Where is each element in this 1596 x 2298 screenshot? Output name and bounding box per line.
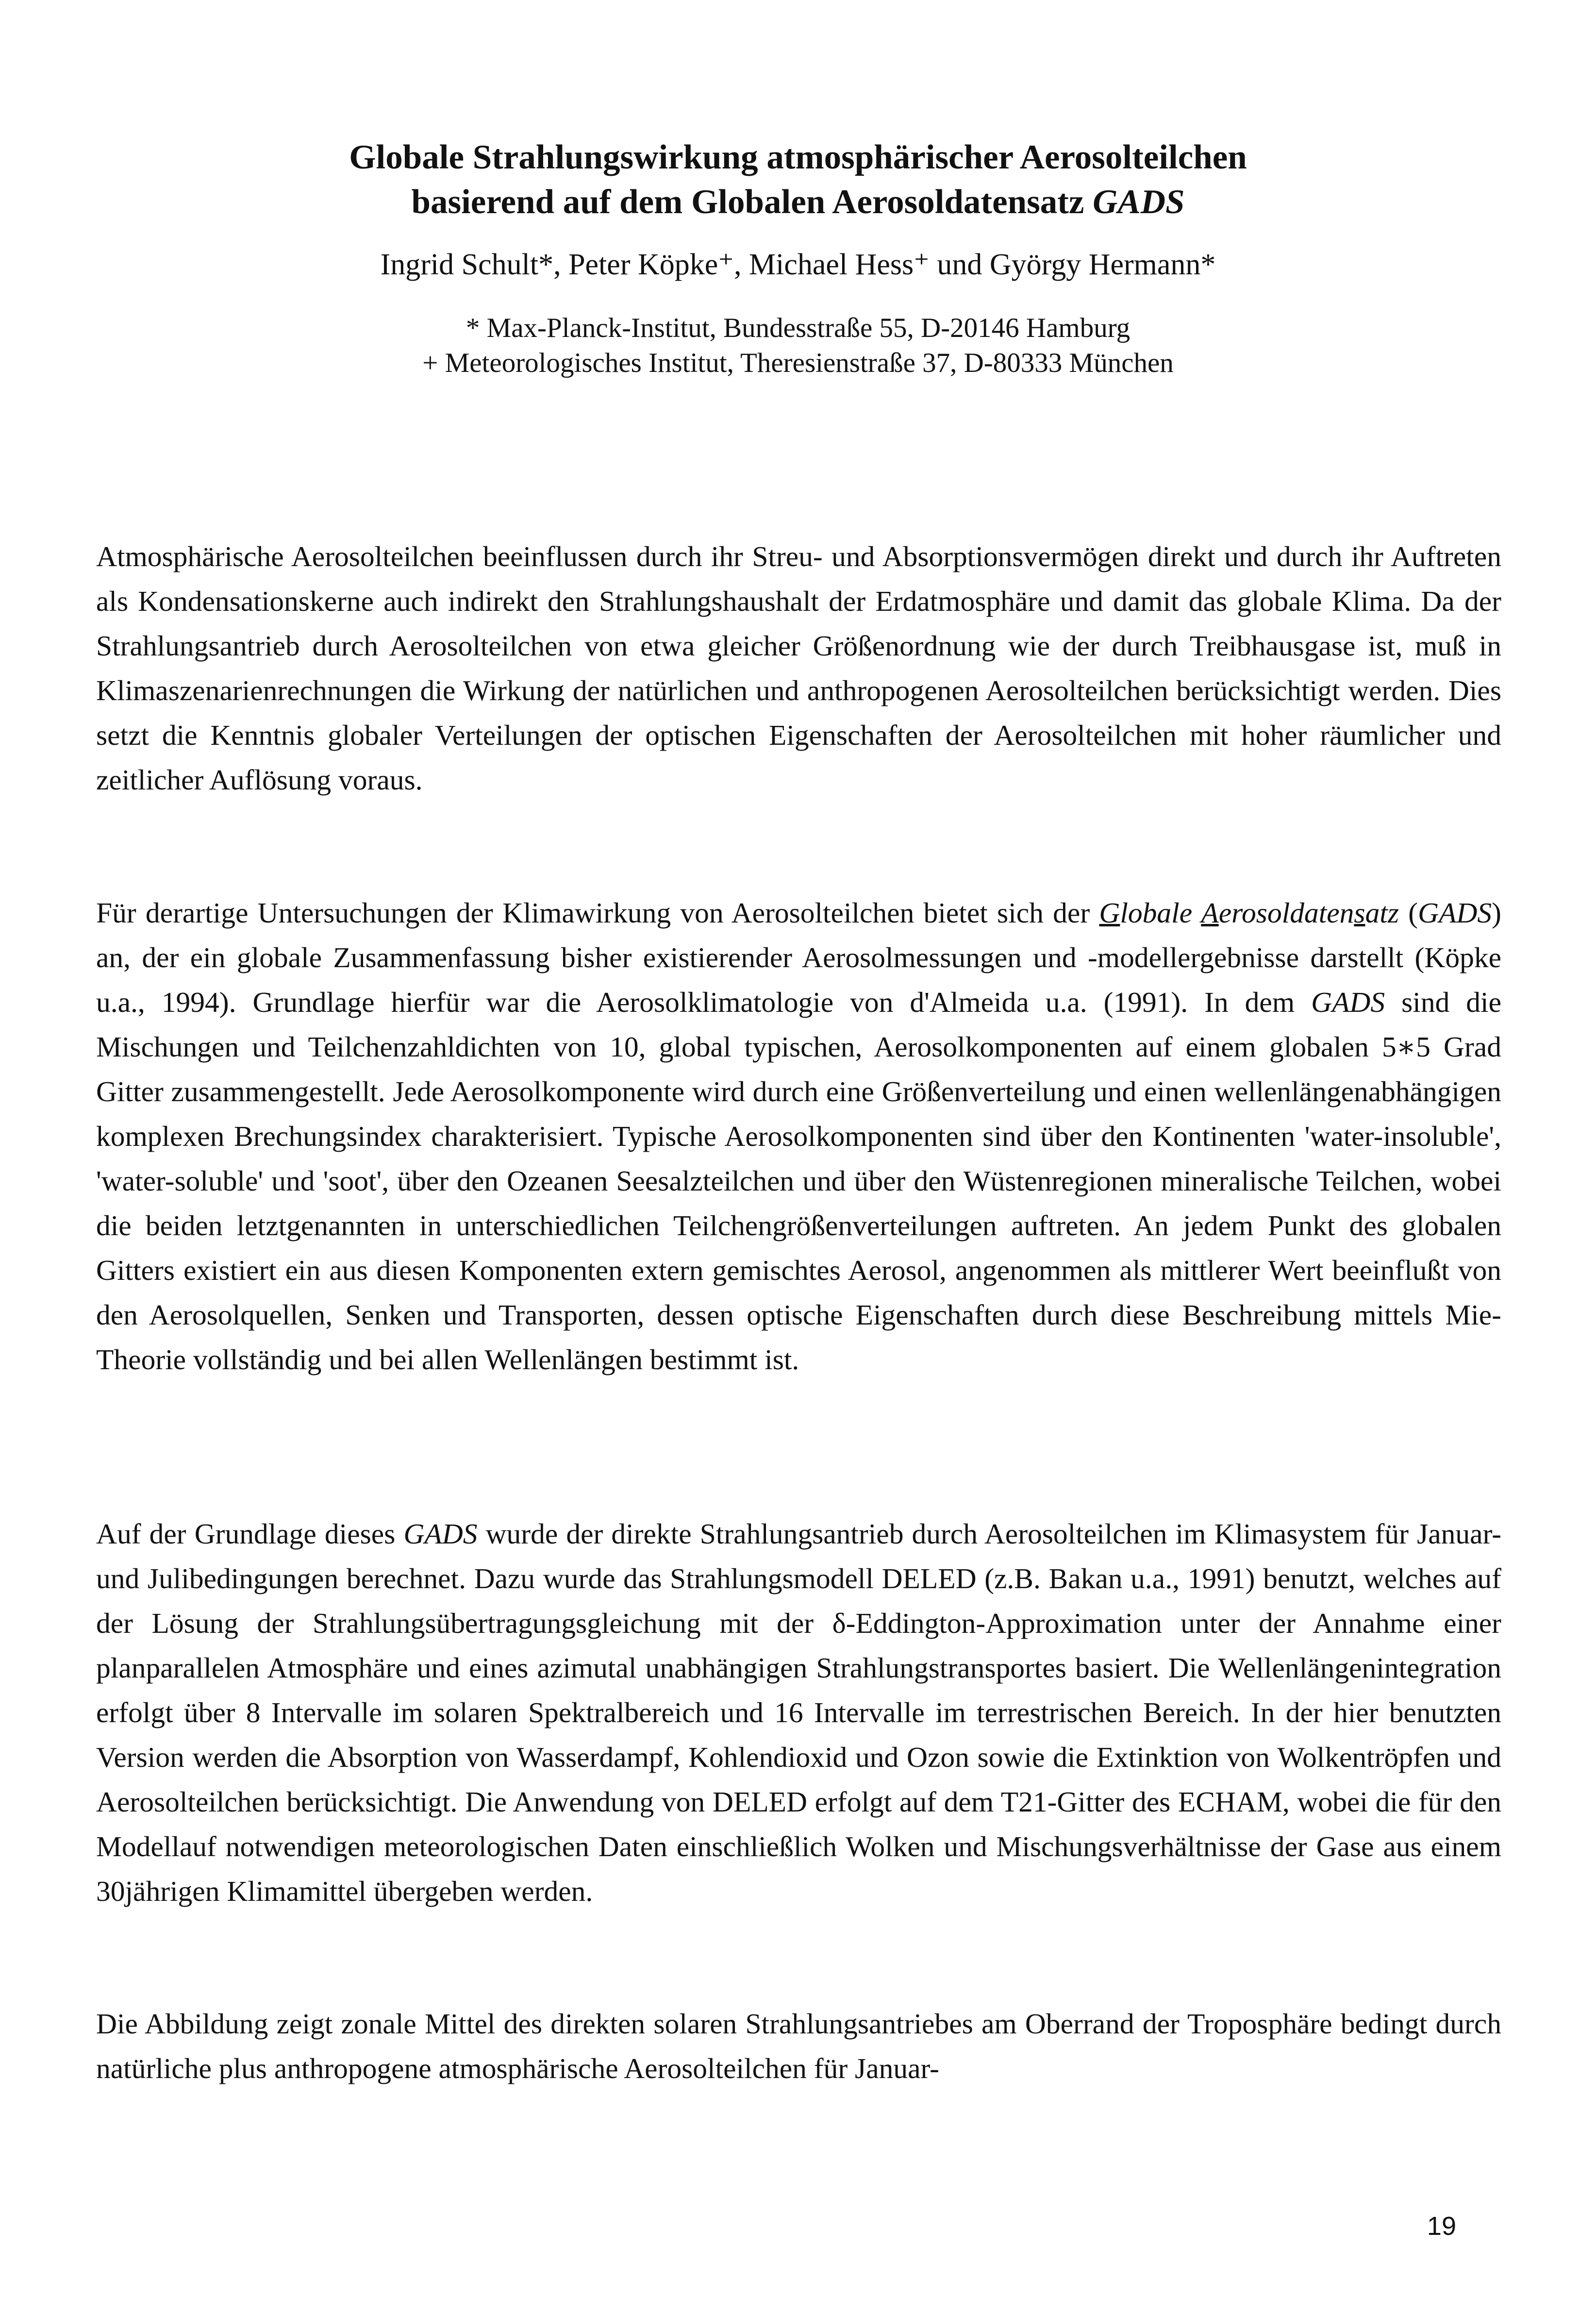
p2-text-3: sind die Mischungen und Teilchenzahldichten von 10, global typischen, Aerosolkomponenten auf einem globalen 5∗5 Grad Gitter zusammengestellt. Jede Aerosolkomponente wird durch eine Größenverteilung und einen wellenlängenabhängigen komplexen Brechungsindex charakterisiert. Typische Aerosolkomponenten sind über den Kontinenten 'water-insoluble', 'water-soluble' und 'soot', über den Ozeanen Seesalzteilchen und über den Wüstenregionen mineralische Teilchen, wobei die beiden letztgenannten in unterschiedlichen Teilchengrößenverteilungen auftreten. An jedem Punkt des globalen Gitters existiert ein aus diesen Komponenten extern gemischtes Aerosol, angenommen als mittlerer Wert beeinflußt von den Aerosolquellen, Senken und Transporten, dessen optische Eigenschaften durch diese Beschreibung mittels Mie-Theorie vollständig und bei allen Wellenlängen bestimmt ist. [96,986,1501,1375]
paragraph-gads [96,890,1501,1382]
affiliation-hamburg: * Max-Planck-Institut, Bundesstraße 55, D-20146 Hamburg [466,313,1130,343]
paper-title [97,135,1499,224]
p2-gads-abbrev-1: GADS [1418,897,1492,929]
underline-g: G [1099,897,1120,929]
underline-a: A [1201,897,1219,929]
title-gads: GADS [1093,183,1185,221]
title-line-2 [97,180,1499,224]
paragraph-deled [96,1511,1501,1913]
p2-aerosoldaten: erosoldaten [1218,897,1354,929]
p2-text-1: Für derartige Untersuchungen der Klimawirkung von Aerosolteilchen bietet sich der [96,897,1099,929]
underline-s: s [1354,897,1365,929]
paragraph-figure-description: Die Abbildung zeigt zonale Mittel des direkten solaren Strahlungsantriebes am Oberrand der Troposphäre bedingt durch natürliche plus anthropogene atmosphärische Aerosolteilchen für Januar- [96,2008,1501,2084]
p2-text-2: ) an, der ein globale Zusammenfassung bisher existierender Aerosolmessungen und -modellergebnisse darstellt (Köpke u.a., 1994). Grundlage hierfür war die Aerosolklimatologie von d'Almeida u.a. (1991). In dem [96,897,1501,1018]
p3-gads-abbrev: GADS [403,1518,478,1550]
p2-paren: ( [1399,897,1418,929]
author-list: Ingrid Schult*, Peter Köpke⁺, Michael Hess⁺ und György Hermann* [380,248,1216,281]
p2-atz: atz [1365,897,1399,929]
affiliations [97,311,1499,381]
p2-gads-abbrev-2: GADS [1311,986,1385,1018]
title-line-1: Globale Strahlungswirkung atmosphärischer Aerosolteilchen [349,138,1247,176]
gads-full-name [1099,897,1399,929]
paragraph-introduction: Atmosphärische Aerosolteilchen beeinflussen durch ihr Streu- und Absorptionsvermögen direkt und durch ihr Auftreten als Kondensationskerne auch indirekt den Strahlungshaushalt der Erdatmosphäre und damit das globale Klima. Da der Strahlungsantrieb durch Aerosolteilchen von etwa gleicher Größenordnung wie der durch Treibhausgase ist, muß in Klimaszenarienrechnungen die Wirkung der natürlichen und anthropogenen Aerosolteilchen berücksichtigt werden. Dies setzt die Kenntnis globaler Verteilungen der optischen Eigenschaften der Aerosolteilchen mit hoher räumlicher und zeitlicher Auflösung voraus. [96,540,1501,796]
title-line-2-text: basierend auf dem Globalen Aerosoldatensatz [411,183,1093,221]
page-number: 19 [1427,2212,1456,2241]
p3-text-1: Auf der Grundlage dieses [96,1518,404,1550]
p3-text-2: wurde der direkte Strahlungsantrieb durch Aerosolteilchen im Klimasystem für Januar- und Julibedingungen berechnet. Dazu wurde das Strahlungsmodell DELED (z.B. Bakan u.a., 1991) benutzt, welches auf der Lösung der Strahlungsübertragungsgleichung mit der δ-Eddington-Approximation unter der Annahme einer planparallelen Atmosphäre und eines azimutal unabhängigen Strahlungstransportes basiert. Die Wellenlängenintegration erfolgt über 8 Intervalle im solaren Spektralbereich und 16 Intervalle im terrestrischen Bereich. In der hier benutzten Version werden die Absorption von Wasserdampf, Kohlendioxid und Ozon sowie die Extinktion von Wolkentröpfen und Aerosolteilchen berücksichtigt. Die Anwendung von DELED erfolgt auf dem T21-Gitter des ECHAM, wobei die für den Modellauf notwendigen meteorologischen Daten einschließlich Wolken und Mischungsverhältnisse der Gase aus einem 30jährigen Klimamittel übergeben werden. [96,1518,1502,1907]
affiliation-muenchen: + Meteorologisches Institut, Theresienstraße 37, D-80333 München [422,348,1174,378]
p2-globale: lobale [1120,897,1201,929]
